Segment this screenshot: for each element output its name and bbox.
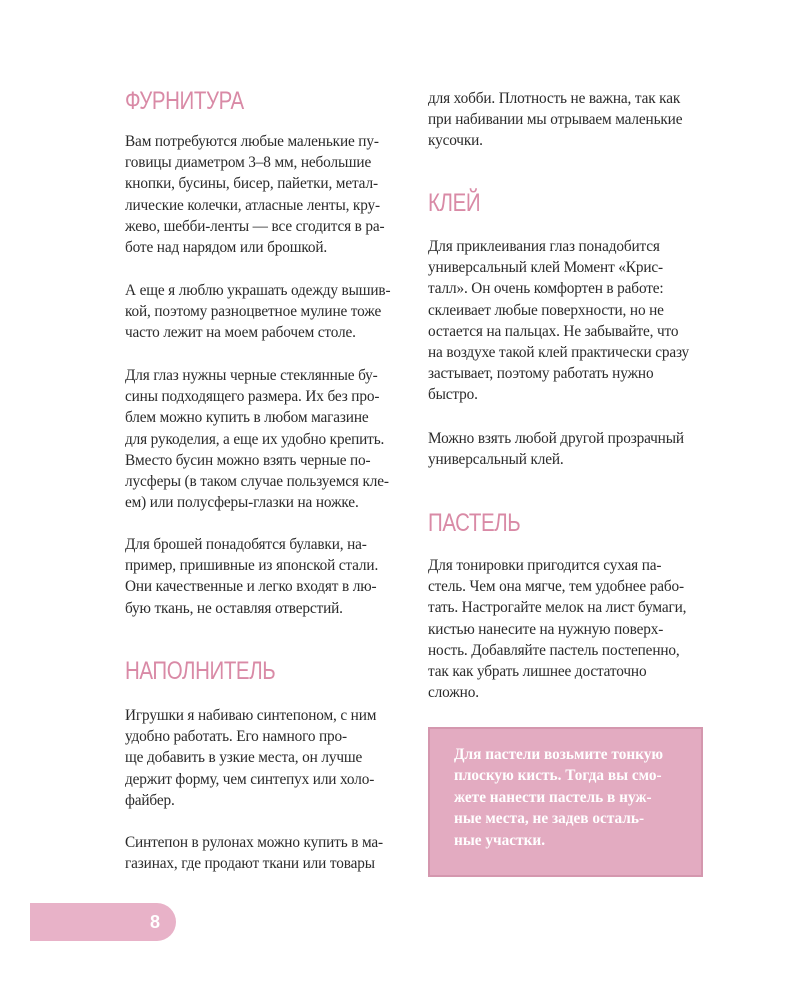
napolnitel-paragraph-2 — [125, 832, 415, 874]
paragraph-text: Для глаз нужны черные стеклянные бу- сины подходящего размера. Их без про- блем можно купить в любом магазине для рукоделия, а еще их удобно крепить. Вместо бусин можно взять черные по- лусферы (в таком случае пользуемся кле- ем) или полусферы-глазки на ножке. — [125, 367, 389, 512]
heading-pastel: ПАСТЕЛЬ — [428, 509, 521, 537]
furnitura-paragraph-1 — [125, 131, 415, 258]
page-number-tab — [30, 903, 176, 941]
continuation-paragraph — [428, 88, 718, 152]
heading-furnitura: ФУРНИТУРА — [125, 87, 244, 115]
pastel-paragraph-1 — [428, 555, 718, 703]
paragraph-text: Для брошей понадобятся булавки, на- пример, пришивные из японской стали. Они качественные и легко входят в лю- бую ткань, не оставляя отверстий. — [125, 536, 379, 617]
paragraph-text: Для приклеивания глаз понадобится универсальный клей Момент «Крис- талл». Он очень комфортен в работе: склеивает любые поверхности, но не остается на пальцах. Не забывайте, что на воздухе такой клей практически сразу застывает, поэтому работать нужно быстро. — [428, 238, 690, 404]
klei-paragraph-2 — [428, 428, 718, 470]
paragraph-text: Игрушки я набиваю синтепоном, с ним удобно работать. Его намного про- ще добавить в узкие места, он лучше держит форму, чем синтепух или холо- файбер. — [125, 707, 377, 809]
paragraph-text: Можно взять любой другой прозрачный универсальный клей. — [428, 430, 684, 469]
napolnitel-paragraph-1 — [125, 705, 415, 811]
furnitura-paragraph-3 — [125, 365, 415, 513]
paragraph-text: для хобби. Плотность не важна, так как при набивании мы отрываем маленькие кусочки. — [428, 90, 683, 150]
page-number: 8 — [150, 912, 161, 932]
paragraph-text: А еще я люблю украшать одежду вышив- кой, поэтому разноцветное мулине тоже часто лежит на моем рабочем столе. — [125, 282, 391, 342]
heading-klei: КЛЕЙ — [428, 189, 481, 217]
heading-napolnitel: НАПОЛНИТЕЛЬ — [125, 657, 276, 685]
paragraph-text: Вам потребуются любые маленькие пу- говицы диаметром 3–8 мм, небольшие кнопки, бусины, бисер, пайетки, метал- лические колечки, атласные ленты, кру- жево, шебби-ленты — все сгодится в ра- боте над нарядом или брошкой. — [125, 133, 385, 257]
paragraph-text: Для тонировки пригодится сухая па- стель. Чем она мягче, тем удобнее рабо- тать. Настрогайте мелок на лист бумаги, кистью нанесите на нужную поверх- ность. Добавляйте пастель постепенно, так как убрать лишнее достаточно сложно. — [428, 557, 687, 702]
paragraph-text: Синтепон в рулонах можно купить в ма- газинах, где продают ткани или товары — [125, 834, 383, 873]
tip-text: Для пастели возьмите тонкую плоскую кисть. Тогда вы смо- жете нанести пастель в нуж- ные места, не задев осталь- ные участки. — [454, 746, 664, 849]
klei-paragraph-1 — [428, 236, 718, 406]
furnitura-paragraph-4 — [125, 534, 415, 619]
tip-box — [428, 727, 703, 877]
furnitura-paragraph-2 — [125, 280, 415, 344]
